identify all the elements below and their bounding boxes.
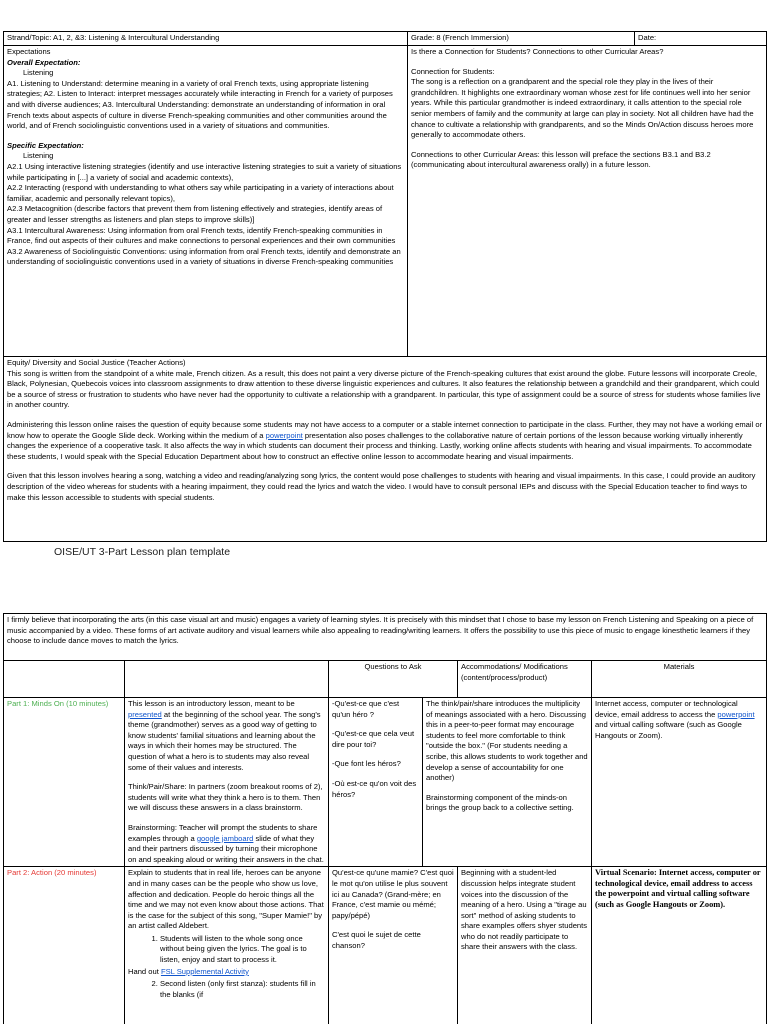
lesson-parts-table (3, 613, 767, 1024)
specific-item: A3.2 Awareness of Sociolinguistic Conventions: using information from oral French texts, identify and demonstrate an understanding of sociolinguistic conventions used in a variety of situations in diverse French-speaking communities (7, 246, 401, 267)
part1-questions (329, 698, 423, 867)
expectations-cell (4, 46, 408, 357)
part1-label: Part 1: Minds On (10 minutes) (4, 698, 125, 867)
grade-cell: Grade: 8 (French Immersion) (408, 32, 635, 46)
strand-cell: Strand/Topic: A1, 2, &3: Listening & Intercultural Understanding (4, 32, 408, 46)
part1-paragraph: This lesson is an introductory lesson, meant to be presented at the beginning of the school year. The song's theme (grandmother) serves as a good way of getting to know students' familial situations and learning about the ways in which their homes may be structured. The question of what a hero is to students may also reveal some of their values and interests. (128, 699, 321, 772)
part2-questions (329, 867, 458, 1024)
accommodation-text: The think/pair/share introduces the multiplicity of meanings associated with a hero. Discussing this in a peer-to-peer format may encourage students to feel more comfortable to think "outside the box." (For students needing a scribe, this allows students to work together and develop a sense of accountability for one another) (426, 699, 588, 783)
jamboard-link[interactable]: google jamboard (196, 833, 254, 843)
part1-accommodations (423, 698, 592, 867)
handout-line: Hand out FSL Supplemental Activity (128, 966, 249, 976)
listening-label: Listening (23, 151, 54, 161)
question: -Qu'est-ce que cela veut dire pour toi? (332, 729, 415, 749)
template-caption: OISE/UT 3-Part Lesson plan template (54, 546, 231, 558)
materials-header: Materials (592, 661, 767, 698)
accommodations-header: Accommodations/ Modifications (content/process/product) (458, 661, 592, 698)
powerpoint-link[interactable]: powerpoint (717, 709, 755, 719)
question: -Que font les héros? (332, 759, 401, 769)
connection-students-heading: Connection for Students: (411, 66, 495, 76)
equity-paragraph: This song is written from the standpoint of a white male, French citizen. As a result, this does not paint a very diverse picture of the French-speaking cultures that exist around the globe. Future lessons will incorporate Creole, Black, Polynesian, Quebecois voices into classroom assignments to draw attention to these diverse linguistic experiences and cultures. It also features the relationship between a grandchild and their grandparent, which could be a source of stress or frustration to students who have never had the opportunity to cultivate a relationship with a grandparent. In particular, this type of assignment could be a source of stress for students whose families live in another country. (7, 368, 761, 410)
part2-accommodations: Beginning with a student-led discussion helps integrate student voices into the discussion of the meaning of a hero. Using a "tirage au sort" method of asking students to share examples offers shyer students who do not readily participate to share their answers with the class. (458, 867, 592, 1024)
listening-label: Listening (23, 68, 54, 78)
part2-description (125, 867, 329, 1024)
specific-item: A2.3 Metacognition (describe factors that prevent them from listening effectively and strategies, identify areas of greater and lesser strengths as listeners and plan steps to improve skills)] (7, 204, 383, 224)
list-item: 2. Second listen (only first stanza): students fill in the blanks (if (160, 979, 325, 1000)
part2-paragraph: Explain to students that in real life, heroes can be anyone and in many cases can be the people who show us love, affection and dedication. People do heroic things all the time and we may not even know about those actions. That is the case for the subject of this song, "Super Mamie!" by an artist called Aldebert. (128, 868, 324, 931)
lesson-plan-table (3, 31, 767, 542)
part2-label: Part 2: Action (20 minutes) (4, 867, 125, 1024)
equity-paragraph: Administering this lesson online raises the question of equity because some students may not have access to a computer or a stable internet connection to participate in the class. Further, they may not have a working email or know how to operate the Google Slide deck. Working within the medium of a powerpoint presentation also poses challenges to the collaborative nature of certain portions of the lesson because working virtually inherently changes the experience of a cooperative task. It also affects the way in which students can document their process and thinking. Lastly, working online affects students with hearing and visual impairments. To accommodate these students, I would speak with the Special Education Department about how to construct an effective online lesson to accommodate hearing and visual impairments. (7, 419, 763, 461)
question: -Où est-ce qu'on voit des héros? (332, 778, 417, 799)
part1-paragraph: Brainstorming: Teacher will prompt the students to share examples through a google jamboard slide of what they and their partners discussed by turning their microphone on and speaking aloud or writing their answers in the chat. (128, 822, 324, 864)
equity-heading: Equity/ Diversity and Social Justice (Teacher Actions) (7, 358, 186, 367)
list-item: 1. Students will listen to the whole song once without being given the lyrics. The goal is to listen, enjoy and start to process it. (160, 934, 325, 966)
connections-cell (408, 46, 767, 357)
equity-paragraph: Given that this lesson involves hearing a song, watching a video and reading/analyzing song lyrics, the content would pose challenges to students with hearing and visual impairments. In this case, I could provide an auditory description of the video whereas for students with a hearing impairment, they could read the lyrics and watch the video. I would have to consult personal IEPs and discuss with the Special Education teacher to find ways to make this lesson accessible to students with special students. (7, 471, 756, 502)
blank-header (125, 661, 329, 698)
specific-item: A3.1 Intercultural Awareness: Using information from oral French texts, identify French-speaking communities in France, find out aspects of their cultures and make connections to personal experiences and their own communities (7, 225, 396, 246)
part1-paragraph: Think/Pair/Share: In partners (zoom breakout rooms of 2), students will write what they think a hero is to them. Then we will discuss these answers in a class brainstorm. (128, 782, 323, 813)
accommodation-text: Brainstorming component of the minds-on brings the group back to a collective setting. (426, 792, 574, 813)
questions-header: Questions to Ask (329, 661, 458, 698)
part1-materials: Internet access, computer or technological device, email address to access the powerpoint and virtual calling software (such as Google Hangouts or Zoom). (592, 698, 767, 867)
specific-item: A2.1 Using interactive listening strategies (identify and use interactive listening strategies to suit a variety of situations while participating in [...] a variety of social and academic contexts), (7, 161, 402, 182)
part1-description (125, 698, 329, 867)
intro-cell: I firmly believe that incorporating the arts (in this case visual art and music) engages a variety of learning styles. It is precisely with this mindset that I chose to base my lesson on French Listening and Speaking on a piece of music accompanied by a video. These forms of art activate auditory and visual learners while also appealing to reading/writing learners. It offers the possibility to use this piece of music to engage kinesthetic learners if they choose to include dance moves to match the lyrics. (4, 614, 767, 661)
curricular-connection-text: Connections to other Curricular Areas: this lesson will preface the sections B3.1 and B3.2 (communicating about intercultural awareness orally) in a future lesson. (411, 149, 711, 170)
powerpoint-link[interactable]: powerpoint (265, 430, 303, 440)
specific-expectation-label: Specific Expectation: (7, 140, 84, 150)
connection-students-text: The song is a reflection on a grandparent and the special role they play in the lives of their grandchildren. It highlights one extraordinary woman whose zest for life continues well into her senior years. While this particular grandmother is indeed extraordinary, it calls attention to the special role senior members of family and the community at large can play in society. Not all children have had the chance to cultivate a relationship with grandparents, and so the Minds On/Action discuss heroes more generally to accommodate others. (411, 77, 754, 140)
expectations-heading: Expectations (7, 47, 51, 56)
connections-question: Is there a Connection for Students? Connections to other Curricular Areas? (411, 47, 664, 56)
specific-item: A2.2 Interacting (respond with understanding to what others say while participating in a variety of interactions about familiar, academic and personally relevant topics), (7, 183, 394, 203)
part2-materials: Virtual Scenario: Internet access, computer or technological device, email address to access the powerpoint and virtual calling software (such as Google Hangouts or Zoom). (592, 867, 767, 1024)
equity-cell (4, 357, 767, 542)
blank-header (4, 661, 125, 698)
question: Qu'est-ce qu'une mamie? C'est quoi le mot qu'on utilise le plus souvent ici au Canada? (Grand-mère; en France, c'est mamie ou mémé; papy/pépé) (332, 868, 454, 920)
date-cell: Date: (635, 32, 767, 46)
question: -Qu'est-ce que c'est qu'un héro ? (332, 699, 400, 719)
overall-expectation-text: A1. Listening to Understand: determine meaning in a variety of oral French texts, using appropriate listening strategies; A2. Listen to Interact: interpret messages accurately while interacting in French for a variety of purposes and with diverse audiences; A3. Intercultural Understanding: demonstrate an understanding of information in oral French texts about aspects of culture in diverse French-speaking communities and other communities around the world, and of French sociolinguistic conventions used in a variety of situations and communities. (7, 78, 393, 131)
fsl-activity-link[interactable]: FSL Supplemental Activity (160, 966, 249, 976)
question: C'est quoi le sujet de cette chanson? (332, 930, 421, 950)
overall-expectation-label: Overall Expectation: (7, 57, 81, 67)
presented-link[interactable]: presented (128, 709, 162, 719)
